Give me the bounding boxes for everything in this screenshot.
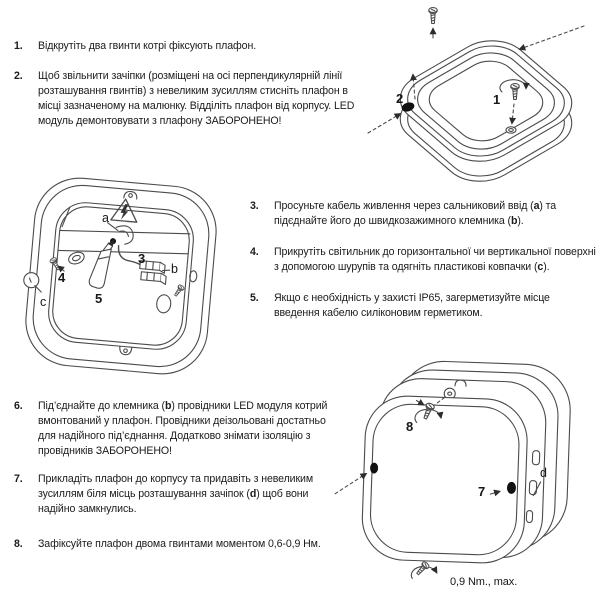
step-text: Прикрутіть світильник до горизонтальної чи вертикальної поверхні з допомогою шурупів та одягніть пластикові ковпачки (c). (274, 246, 596, 273)
step-text: Просуньте кабель живлення через сальниковий ввід (a) та підєднайте його до швидкозажимного клемника (b). (274, 200, 557, 227)
label-7: 7 (478, 484, 486, 499)
label-8: 8 (406, 419, 414, 434)
step-number: 5. (250, 292, 259, 304)
instructions-steps-1-2 (14, 39, 366, 144)
step-1 (14, 39, 366, 54)
label-b: b (171, 262, 178, 276)
step-number: 1. (14, 40, 23, 52)
diagram-fixture-wiring (2, 166, 246, 390)
step-4 (250, 245, 598, 275)
step-text: Під’єднайте до клемника (b) провідники LED модуля котрий вмонтований у плафон. Провідники деізольовані достатньо для надійного під’єднання. Додатково знімати ізоляцію з провідників ЗАБОРОНЕНО! (38, 400, 328, 457)
step-text: Щоб звільнити зачіпки (розміщені на осі перпендикулярній лінії розташування гвинтів) з невеликим зусиллям стисніть плафон в місці зазначеному на малюнку. Відділіть плафон від корпусу. LED модуль демонтовувати з плафону ЗАБОРОНЕНО! (38, 70, 355, 127)
step-7 (14, 472, 346, 517)
step-number: 8. (14, 538, 23, 550)
step-number: 6. (14, 400, 23, 412)
label-1: 1 (493, 92, 501, 107)
step-number: 7. (14, 473, 23, 485)
step-text: Якщо є необхідність у захисті IP65, загерметизуйте місце введення кабелю силіконовим герметиком. (274, 292, 550, 319)
lamp-plafond (385, 30, 587, 172)
step-text: Прикладіть плафон до корпусу та придавіть з невеликим зусиллям біля місць розташування зачіпок (d) щоб вони надійно замкнулись. (38, 473, 314, 515)
step-2 (14, 69, 366, 129)
screw-icon (415, 561, 430, 577)
step-number: 4. (250, 246, 259, 258)
plafond-front (361, 395, 529, 565)
label-d: d (540, 466, 547, 480)
torque-note: 0,9 Nm., max. (450, 576, 518, 588)
step-8 (14, 537, 346, 552)
dashed-arrow-icon (335, 473, 366, 495)
step-5 (250, 291, 598, 321)
label-3: 3 (138, 251, 146, 266)
instructions-steps-6-8 (14, 399, 346, 565)
step-text: Зафіксуйте плафон двома гвинтами моментом 0,6-0,9 Нм. (38, 538, 321, 550)
plastic-cap (23, 272, 39, 288)
instructions-steps-3-5 (250, 199, 598, 337)
step-3 (250, 199, 598, 229)
screw-hole (506, 127, 516, 133)
dashed-arrow-icon (368, 114, 400, 133)
diagram-attach-plafond (328, 352, 600, 600)
label-c: c (40, 295, 47, 309)
screw-icon (429, 8, 437, 24)
label-4: 4 (58, 270, 66, 285)
label-a: a (102, 211, 109, 225)
label-5: 5 (95, 291, 103, 306)
dashed-arrow-icon (520, 26, 584, 49)
step-6 (14, 399, 346, 459)
label-2: 2 (396, 91, 404, 106)
step-number: 2. (14, 70, 23, 82)
step-text: Відкрутіть два гвинти котрі фіксують плафон. (38, 40, 257, 52)
diagram-unscrew-plafond (360, 2, 600, 188)
step-number: 3. (250, 200, 259, 212)
